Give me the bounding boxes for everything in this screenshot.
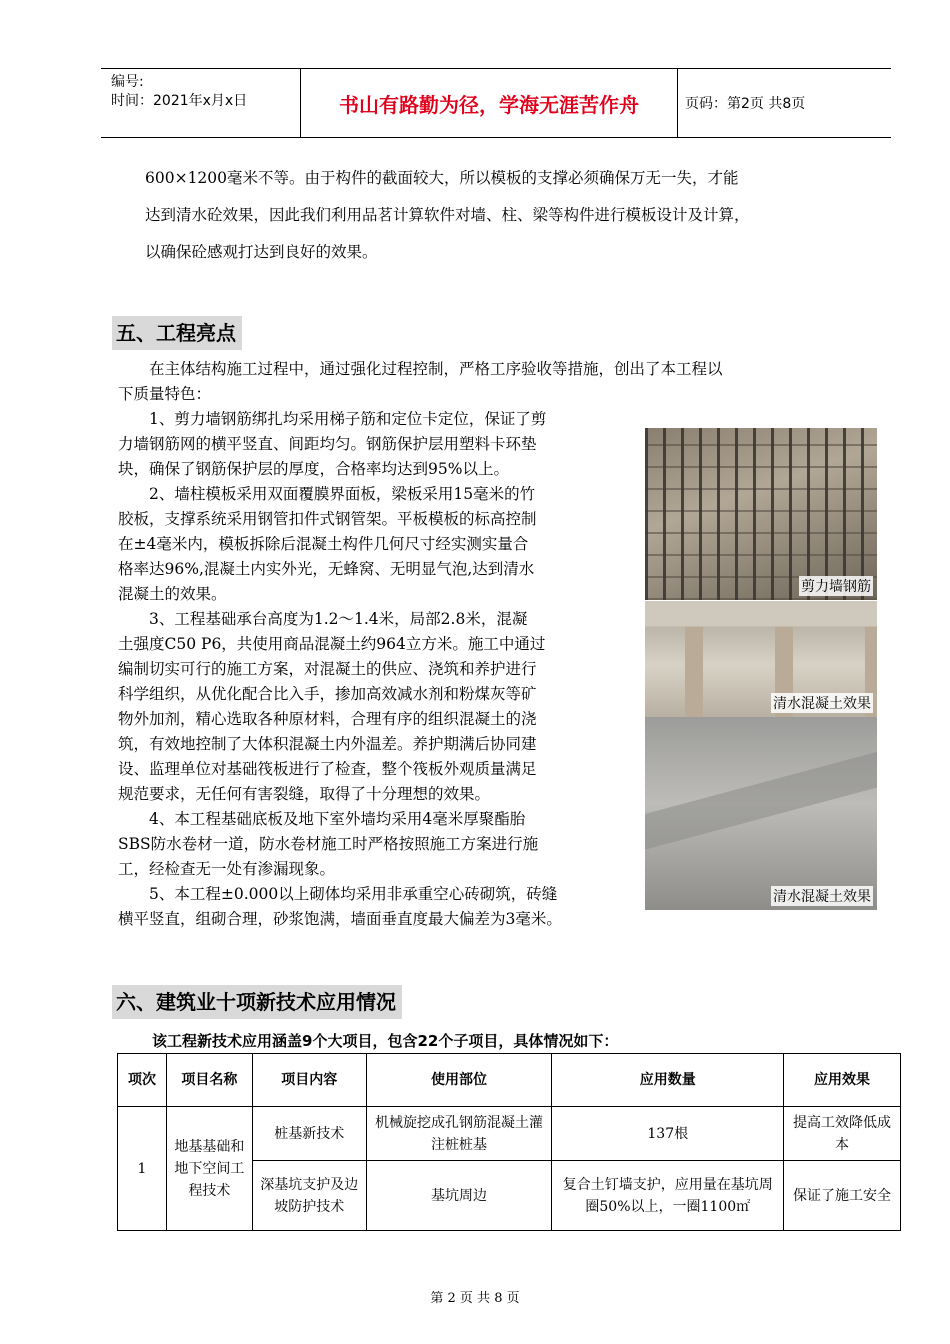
text-line: 力墙钢筋网的横平竖直、间距均匀。钢筋保护层用塑料卡环垫 [118,435,537,453]
intro-paragraph [145,160,885,271]
intro-line: 达到清水砼效果，因此我们利用品茗计算软件对墙、柱、梁等构件进行模板设计及计算， [145,206,750,224]
column-header: 应用数量 [552,1054,784,1107]
text-line: 在主体结构施工过程中，通过强化过程控制，严格工序验收等措施，创出了本工程以 [118,360,723,378]
photo-caption: 清水混凝土效果 [771,693,873,713]
section-heading-highlights: 五、工程亮点 [112,316,242,350]
page-header [101,68,891,138]
column-header: 使用部位 [366,1054,552,1107]
text-line: 编制切实可行的施工方案，对混凝土的供应、浇筑和养护进行 [118,660,537,678]
row-effect: 保证了施工安全 [784,1161,901,1231]
photo-fair-faced-concrete-1 [645,601,877,717]
photo-caption: 剪力墙钢筋 [799,576,873,596]
column-header: 项次 [118,1054,167,1107]
row-content: 桩基新技术 [252,1107,366,1161]
header-page-info: 页码：第2页 共8页 [685,96,806,112]
table-header-row [118,1054,901,1107]
text-line: 格率达96%,混凝土内实外光，无蜂窝、无明显气泡,达到清水 [118,560,535,578]
text-line: 2、墙柱模板采用双面覆膜界面板，梁板采用15毫米的竹 [118,485,536,503]
text-line: 胶板，支撑系统采用钢管扣件式钢管架。平板模板的标高控制 [118,510,537,528]
table-intro: 该工程新技术应用涵盖9个大项目，包含22个子项目，具体情况如下： [152,1032,619,1050]
column-header: 项目名称 [166,1054,252,1107]
row-location: 基坑周边 [366,1161,552,1231]
photo-caption: 清水混凝土效果 [771,886,873,906]
page-footer: 第 2 页 共 8 页 [430,1291,520,1306]
text-line: 块，确保了钢筋保护层的厚度，合格率均达到95%以上。 [118,460,509,478]
text-line: 工，经检查无一处有渗漏现象。 [118,860,336,878]
document-time: 时间：2021年x月x日 [111,93,248,109]
row-index: 1 [118,1107,167,1231]
text-line: 5、本工程±0.000以上砌体均采用非承重空心砖砌筑，砖缝 [118,885,558,903]
text-line: 设、监理单位对基础筏板进行了检查，整个筏板外观质量满足 [118,760,537,778]
new-tech-table [117,1053,901,1231]
photo-fair-faced-concrete-2 [645,717,877,910]
photo-shear-wall-rebar [645,428,877,600]
text-line: 4、本工程基础底板及地下室外墙均采用4毫米厚聚酯胎 [118,810,526,828]
text-line: 混凝土的效果。 [118,585,227,603]
intro-line: 600×1200毫米不等。由于构件的截面较大，所以模板的支撑必须确保万无一失，才能 [145,169,739,187]
row-quantity: 137根 [552,1107,784,1161]
text-line: SBS防水卷材一道，防水卷材施工时严格按照施工方案进行施 [118,835,539,853]
text-line: 1、剪力墙钢筋绑扎均采用梯子筋和定位卡定位，保证了剪 [118,410,547,428]
text-line: 横平竖直，组砌合理，砂浆饱满，墙面垂直度最大偏差为3毫米。 [118,910,562,928]
column-header: 项目内容 [252,1054,366,1107]
header-motto: 书山有路勤为径，学海无涯苦作舟 [301,69,678,137]
section-heading-new-tech: 六、建筑业十项新技术应用情况 [112,985,402,1019]
text-line: 科学组织，从优化配合比入手，掺加高效减水剂和粉煤灰等矿 [118,685,537,703]
text-line: 下质量特色： [118,385,212,403]
row-content: 深基坑支护及边坡防护技术 [252,1161,366,1231]
row-effect: 提高工效降低成本 [784,1107,901,1161]
row-project-name: 地基基础和地下空间工程技术 [166,1107,252,1231]
text-line: 土强度C50 P6，共使用商品混凝土约964立方米。施工中通过 [118,635,546,653]
document-number-label: 编号: [111,74,144,90]
text-line: 在±4毫米内，模板拆除后混凝土构件几何尺寸经实测实量合 [118,535,529,553]
text-line: 物外加剂，精心选取各种原材料，合理有序的组织混凝土的浇 [118,710,537,728]
text-line: 3、工程基础承台高度为1.2～1.4米，局部2.8米，混凝 [118,610,528,628]
header-meta [101,69,301,137]
row-quantity: 复合土钉墙支护，应用量在基坑周圈50%以上，一圈1100㎡ [552,1161,784,1231]
row-location: 机械旋挖成孔钢筋混凝土灌注桩桩基 [366,1107,552,1161]
intro-line: 以确保砼感观打达到良好的效果。 [145,243,378,261]
text-line: 规范要求，无任何有害裂缝，取得了十分理想的效果。 [118,785,491,803]
text-line: 筑，有效地控制了大体积混凝土内外温差。养护期满后协同建 [118,735,537,753]
column-header: 应用效果 [784,1054,901,1107]
table-row [118,1107,901,1161]
